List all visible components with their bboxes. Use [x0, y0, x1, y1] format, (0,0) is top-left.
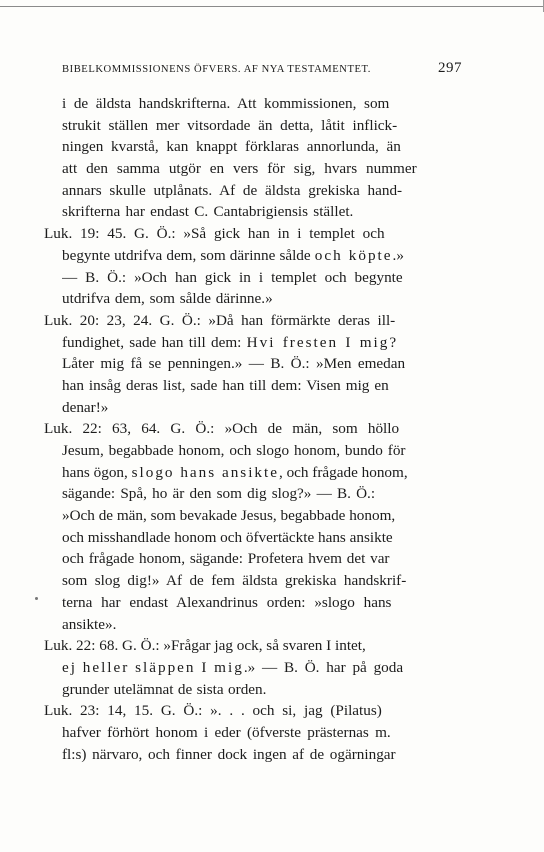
text-line: att den samma utgör en vers för sig, hvars nummer [62, 160, 417, 178]
text-line: skrifterna har endast C. Cantabrigiensis stället. [62, 203, 354, 221]
text-line: sägande: Spå, ho är den som dig slog?» — B. Ö.: [62, 485, 376, 503]
text-line: ningen kvarstå, kan knappt förklaras annorlunda, än [62, 138, 401, 156]
text-line: »Och de män, som bevakade Jesus, begabbade honom, [62, 507, 396, 525]
text-line: Jesum, begabbade honom, och slogo honom, bundo för [62, 442, 406, 459]
text-line: denar!» [62, 398, 109, 416]
running-head [62, 60, 462, 84]
text-segment: , och frågade honom, [278, 463, 408, 481]
top-rule-end [529, 0, 544, 12]
text-line: Luk. 20: 23, 24. G. Ö.: »Då han förmärkte deras ill- [44, 311, 396, 329]
text-line: hafver förhört honom i eder (öfverste prästernas m. [62, 723, 391, 741]
emphasis-spaced: ej heller släppen I mig [62, 658, 244, 676]
text-line: utdrifva dem, som sålde därinne.» [62, 290, 273, 308]
text-block [44, 93, 462, 765]
text-line: strukit ställen mer vitsordade än detta, låtit inflick- [62, 116, 398, 134]
top-rule [0, 6, 544, 7]
text-line [62, 332, 462, 354]
text-line: som slog dig!» Af de fem äldsta grekiska handskrif- [62, 572, 407, 590]
text-line: — B. Ö.: »Och han gick in i templet och begynte [62, 268, 403, 286]
text-line: Låter mig få se penningen.» — B. Ö.: »Men emedan [62, 355, 406, 373]
text-line [62, 245, 462, 267]
text-line: Luk. 22: 63, 64. G. Ö.: »Och de män, som höllo [44, 420, 400, 438]
text-segment: hans ögon, [62, 463, 132, 481]
text-line: och misshandlade honom och öfvertäckte hans ansikte [62, 528, 393, 546]
text-segment: .» [392, 246, 404, 264]
margin-mark [35, 597, 38, 600]
text-line: Luk. 23: 14, 15. G. Ö.: ». . . och si, jag (Pilatus) [44, 702, 382, 720]
text-line: annars skulle utplånats. Af de äldsta grekiska hand- [62, 181, 403, 199]
text-segment: begynte utdrifva dem, som därinne sålde [62, 246, 315, 264]
text-line: i de äldsta handskrifterna. Att kommissionen, som [62, 95, 390, 112]
emphasis-spaced: Hvi fresten I mig? [246, 333, 399, 351]
text-segment: fundighet, sade han till dem: [62, 333, 247, 351]
text-segment: .» — B. Ö. har på goda [243, 658, 404, 676]
emphasis-spaced: och köpte [314, 246, 393, 264]
text-line: ansikte». [62, 615, 117, 633]
text-line: och frågade honom, sägande: Profetera hvem det var [62, 550, 390, 568]
text-line: fl:s) närvaro, och finner dock ingen af de ogärningar [62, 745, 396, 763]
text-line [62, 462, 462, 484]
running-title: BIBELKOMMISSIONENS ÖFVERS. AF NYA TESTAMENTET. [62, 64, 371, 75]
page-number: 297 [438, 60, 462, 76]
text-line: Luk. 19: 45. G. Ö.: »Så gick han in i templet och [44, 225, 385, 243]
text-line: grunder utelämnat de sista orden. [62, 680, 267, 698]
text-line: Luk. 22: 68. G. Ö.: »Frågar jag ock, så svaren I intet, [44, 637, 366, 655]
emphasis-spaced: slogo hans ansikte [131, 463, 279, 481]
text-line [62, 657, 462, 679]
text-line: han insåg deras list, sade han till dem: Visen mig en [62, 376, 389, 394]
text-line: terna har endast Alexandrinus orden: »slogo hans [62, 593, 392, 611]
